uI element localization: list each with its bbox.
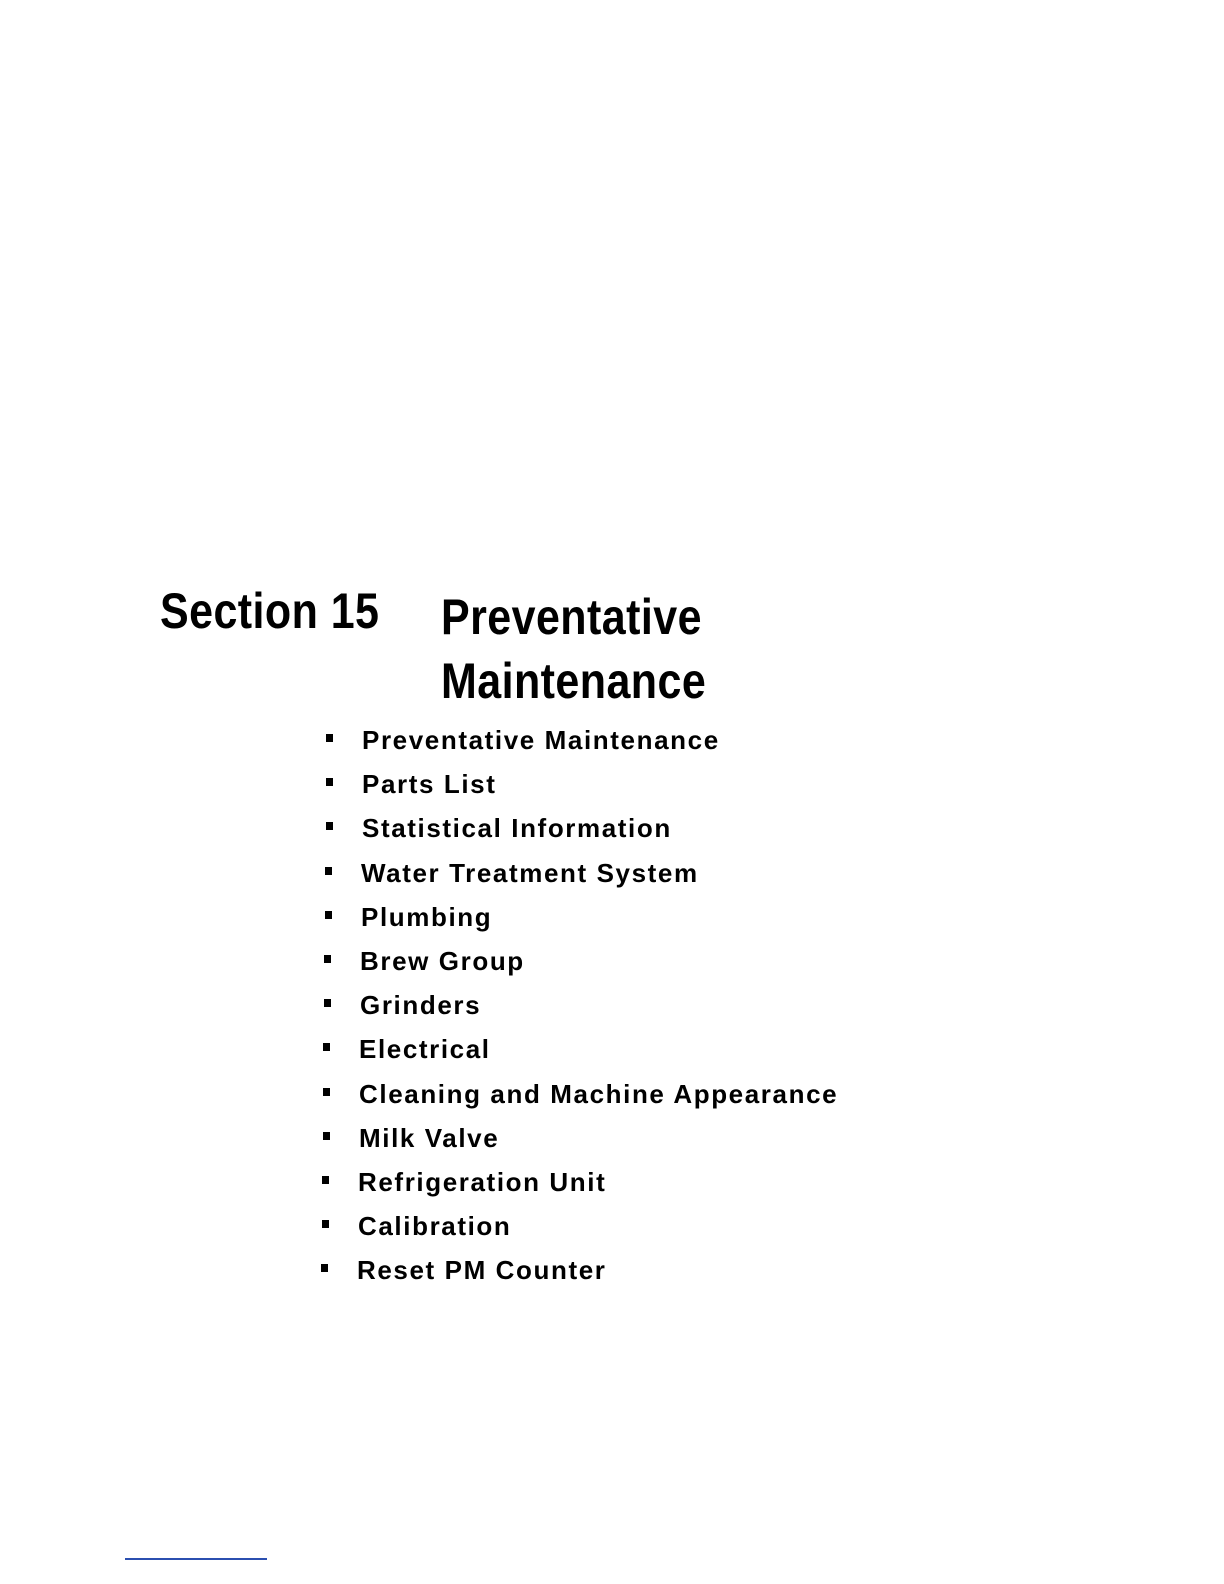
contents-item-label: Preventative Maintenance (362, 725, 720, 755)
bullet-icon (323, 1132, 330, 1140)
bullet-icon (325, 911, 332, 919)
contents-item-label: Cleaning and Machine Appearance (359, 1078, 839, 1109)
contents-item-label: Grinders (360, 990, 482, 1021)
bullet-icon (324, 955, 331, 963)
contents-item-label: Refrigeration Unit (358, 1166, 607, 1197)
bullet-icon (326, 778, 333, 786)
section-number: Section 15 (160, 583, 380, 639)
bullet-icon (322, 1220, 329, 1228)
bullet-icon (323, 1043, 330, 1051)
section-title-line-1: Preventative (441, 589, 702, 645)
contents-item-label: Electrical (359, 1034, 491, 1065)
contents-item-label: Plumbing (361, 901, 493, 932)
bullet-icon (324, 999, 331, 1007)
contents-item-label: Parts List (362, 769, 497, 800)
bullet-icon (326, 734, 333, 742)
contents-item-label: Statistical Information (362, 813, 672, 844)
bullet-icon (323, 1088, 330, 1096)
contents-item-label: Water Treatment System (361, 857, 699, 888)
footer-rule (125, 1558, 267, 1560)
contents-item-label: Calibration (358, 1211, 512, 1242)
section-title-line-2: Maintenance (441, 653, 707, 709)
bullet-icon (325, 867, 332, 875)
bullet-icon (322, 1176, 329, 1184)
bullet-icon (321, 1264, 328, 1272)
contents-item-label: Brew Group (360, 945, 525, 976)
section-title (441, 585, 706, 713)
bullet-icon (326, 822, 333, 830)
contents-item-label: Reset PM Counter (357, 1255, 607, 1286)
contents-item-label: Milk Valve (359, 1122, 500, 1153)
